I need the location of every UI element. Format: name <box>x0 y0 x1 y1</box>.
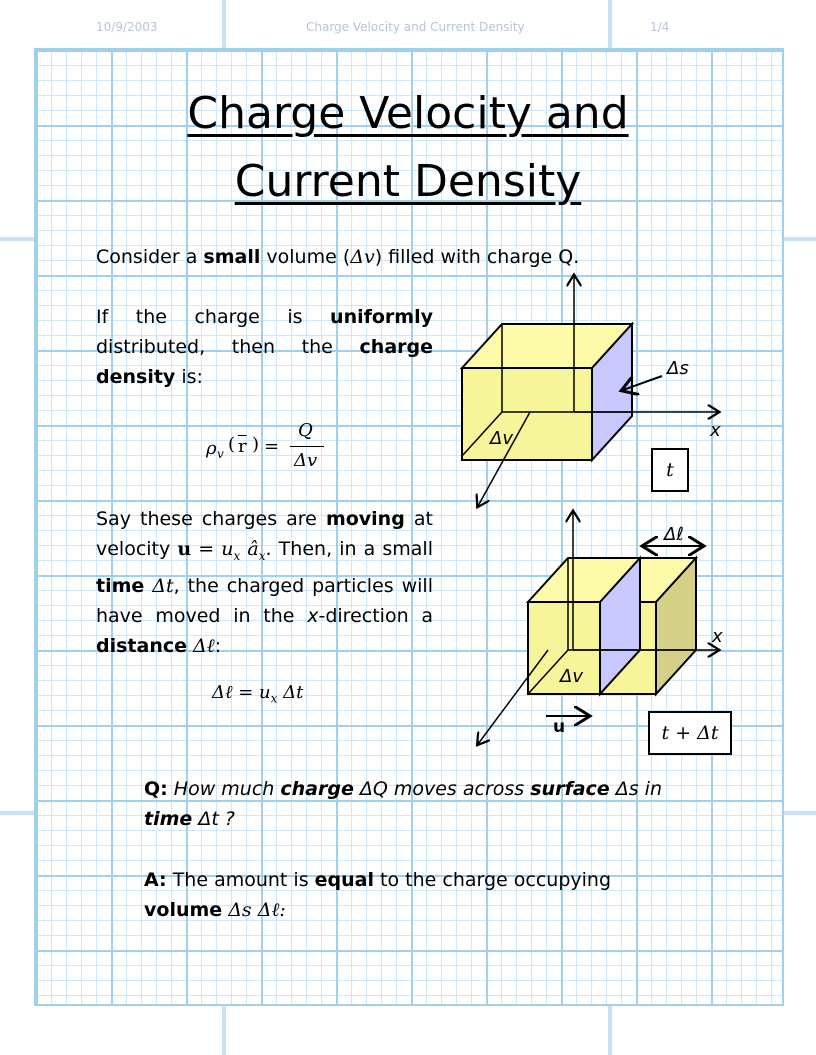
paragraph-moving: Say these charges are moving at velocity $u = u_x$ $â_x$. Then, in a small time Δt, the charged particles will have moved in the x-direction a distance Δℓ: <box>96 508 433 657</box>
figure-charge-cube <box>450 268 740 518</box>
time-box-t: t <box>651 448 689 492</box>
label-dv: Δv <box>490 428 513 449</box>
answer: A: The amount is equal to the charge occupying volume Δs Δℓ: <box>144 869 612 921</box>
label-x2: x <box>712 626 723 647</box>
equation-distance: Δℓ = $u_x$ Δt <box>212 682 304 706</box>
label-dv2: Δv <box>560 666 583 687</box>
label-dl: Δℓ <box>664 524 684 545</box>
paragraph-uniform: If the charge is uniformly distributed, then the charge density is: <box>96 306 433 388</box>
header-title: Charge Velocity and Current Density <box>306 20 525 34</box>
label-ds: Δs <box>667 358 689 379</box>
page-title-line2: Current Density <box>234 156 582 207</box>
page-title: Charge Velocity and <box>187 88 629 139</box>
question: Q: How much charge ΔQ moves across surface Δs in time Δt ? <box>144 778 662 830</box>
paragraph-consider: Consider a small volume (Δv) filled with charge Q. <box>96 246 580 268</box>
header-page: 1/4 <box>650 20 670 34</box>
label-u: u <box>553 717 566 737</box>
label-x: x <box>710 420 721 441</box>
header-date: 10/9/2003 <box>96 20 158 34</box>
time-box-t-dt: t + Δt <box>648 711 732 755</box>
